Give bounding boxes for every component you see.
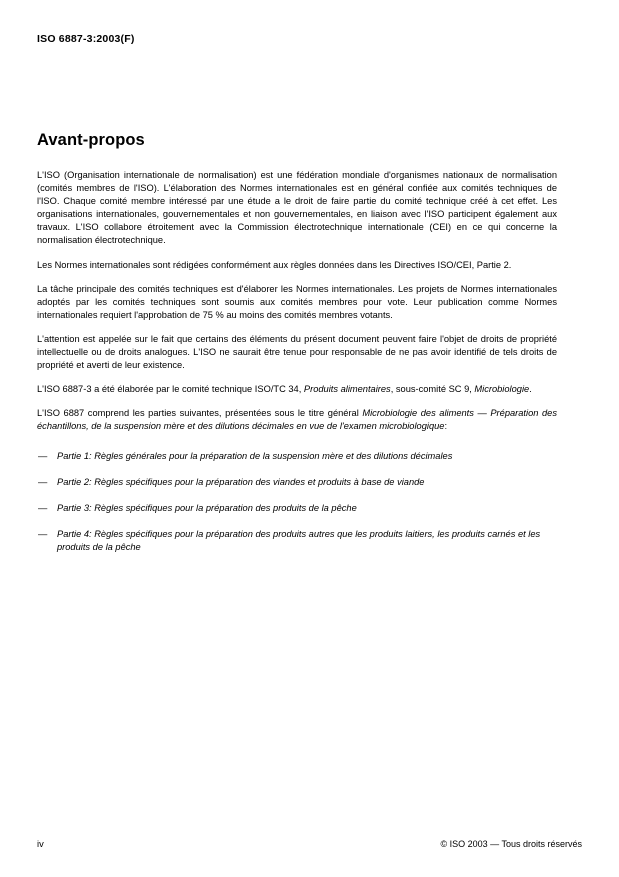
- page-footer: [37, 839, 582, 849]
- subcommittee-title-microbiologie: Microbiologie: [474, 384, 530, 395]
- paragraph-normes-redaction: Les Normes internationales sont rédigées conformément aux règles données dans les Directives ISO/CEI, Partie 2.: [37, 259, 512, 270]
- list-item-label: Partie 4: Règles spécifiques pour la préparation des produits autres que les produits laitiers, les produits carnés et les produits de la pêche: [57, 528, 541, 552]
- paragraph-parties-intro-text-2: :: [444, 421, 448, 432]
- committee-title-produits-alimentaires: Produits alimentaires: [303, 384, 391, 395]
- list-item-label: Partie 2: Règles spécifiques pour la préparation des viandes et produits à base de viande: [57, 476, 425, 487]
- list-item-label: Partie 3: Règles spécifiques pour la préparation des produits de la pêche: [57, 502, 357, 513]
- page-number: iv: [37, 839, 44, 849]
- list-item: [37, 450, 557, 463]
- paragraph-droits-propriete: L'attention est appelée sur le fait que certains des éléments du présent document peuvent faire l'objet de droits de propriété intellectuelle ou de droits analogues. L'ISO ne saurait être tenue pour responsable de ne pas avoir identifié de tels droits de propriété et averti de leur existence.: [37, 333, 557, 371]
- paragraph-parties-intro: [37, 407, 557, 433]
- paragraph-comite-technique-text-1: L'ISO 6887-3 a été élaborée par le comité technique ISO/TC 34,: [37, 384, 304, 395]
- paragraph-parties-intro-text-1: L'ISO 6887 comprend les parties suivantes, présentées sous le titre général: [37, 408, 363, 419]
- paragraph-comite-technique: [37, 383, 557, 396]
- copyright-notice: © ISO 2003 — Tous droits réservés: [440, 839, 582, 849]
- section-title-avant-propos: Avant-propos: [37, 131, 145, 149]
- paragraph-comite-technique-text-2: , sous-comité SC 9,: [390, 384, 475, 395]
- em-dash-icon: —: [38, 476, 48, 487]
- document-body: [37, 131, 557, 554]
- paragraph-iso-description: L'ISO (Organisation internationale de normalisation) est une fédération mondiale d'organismes nationaux de normalisation (comités membres de l'ISO). L'élaboration des Normes internationales est en général confiée aux comités techniques de l'ISO. Chaque comité membre intéressé par une étude a le droit de faire partie du comité technique créé à cet effet. Les organisations internationales, gouvernementales et non gouvernementales, en liaison avec l'ISO participent également aux travaux. L'ISO collabore étroitement avec la Commission électrotechnique internationale (CEI) en ce qui concerne la normalisation électrotechnique.: [37, 170, 557, 246]
- em-dash-icon: —: [38, 502, 48, 513]
- list-item: [37, 476, 557, 489]
- paragraph-comite-technique-text-3: .: [529, 384, 532, 395]
- paragraph-tache-principale: La tâche principale des comités techniques est d'élaborer les Normes internationales. Les projets de Normes internationales adoptés par les comités techniques sont soumis aux comités membres pour vote. Leur publication comme Normes internationales requiert l'approbation de 75 % au moins des comités membres votants.: [37, 283, 557, 320]
- list-item: [37, 502, 557, 515]
- general-title-microbiologie-des-aliments: Microbiologie des aliments — Préparation des échantillons, de la suspension mère et des dilutions décimales en vue de l'examen microbiologique: [37, 408, 557, 432]
- em-dash-icon: —: [38, 528, 48, 539]
- parts-list: [37, 450, 557, 554]
- list-item-label: Partie 1: Règles générales pour la préparation de la suspension mère et des dilutions décimales: [57, 450, 453, 461]
- em-dash-icon: —: [38, 450, 48, 461]
- document-header-standard-number: ISO 6887-3:2003(F): [37, 33, 135, 45]
- list-item: [37, 528, 557, 554]
